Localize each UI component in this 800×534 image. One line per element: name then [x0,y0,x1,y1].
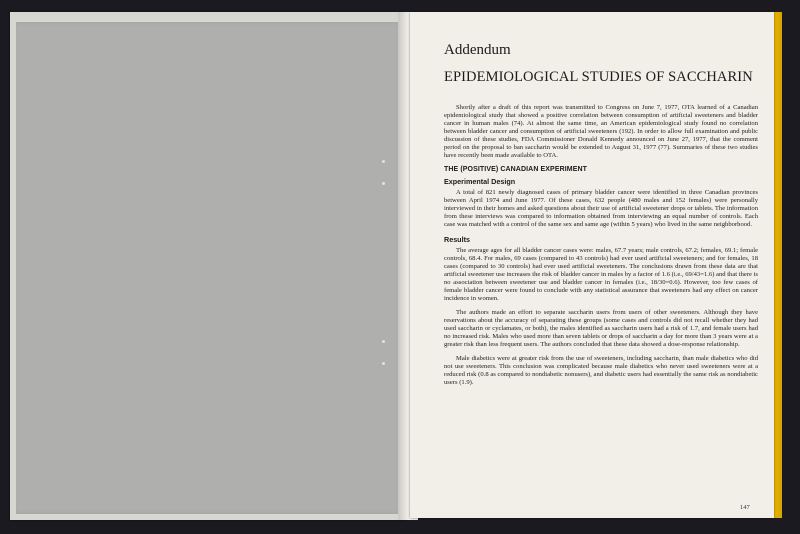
punch-hole [382,182,385,185]
punch-hole [382,362,385,365]
page-title: EPIDEMIOLOGICAL STUDIES OF SACCHARIN [444,69,753,85]
page-number: 147 [740,504,750,511]
results-paragraph-3: Male diabetics were at greater risk from the use of sweeteners, including saccharin, than male diabetics who did not use sweeteners. This conclusion was complicated because male diabetics who never used sweeteners were at a reduced risk (0.8 as compared to nondiabetic nonusers), and diabetic users had essentially the same risk as nondiabetic users (1.9). [444,355,758,386]
results-paragraph-1: The average ages for all bladder cancer cases were: males, 67.7 years; male controls, 67.2; females, 69.1; female controls, 68.4. For males, 69 cases (compared to 43 controls) had ever used artificial sweeteners; and for females, 18 cases (compared to 30 controls) had ever used artificial sweeteners. The conclusions drawn from these data are that artificial sweetener use increases the risk of bladder cancer in males by a factor of 1.6 (i.e., 69/43=1.6) and that there is no association between sweetener use and bladder cancer in females (i.e., 18/30=0.6). However, too few cases of female bladder cancer were found to conclude with any statistical assurance that sweeteners had any effect on cancer incidence in women. [444,247,758,302]
page-content [444,42,758,393]
punch-hole [382,340,385,343]
design-paragraph: A total of 821 newly diagnosed cases of primary bladder cancer were identified in three Canadian provinces between April 1974 and June 1977. Of these cases, 632 people (480 males and 152 females) were personally interviewed in their homes and asked questions about their use of artificial sweetener drops or tablets. The information from these interviews was compared to information obtained from interviewing an equal number of controls. Each case was matched with a control of the same sex and same age (within 5 years) who lived in the same neighborhood. [444,189,758,228]
left-blank-page [16,22,404,514]
results-paragraph-2: The authors made an effort to separate saccharin users from users of other sweeteners. Although they have reservations about the accuracy of separating these groups (some cases and controls did not recall whether they had used saccharin or cyclamates, or both), the males identified as saccharin users had a risk of 1.7, and female users had no increased risk. Males who used more than seven tablets or drops of saccharin a day for more than 3 years were at a greater risk than less frequent users. The authors concluded that these data showed a dose-response relationship. [444,309,758,348]
subheading-design: Experimental Design [444,177,516,186]
right-text-page [410,12,774,518]
punch-hole [382,160,385,163]
addendum-heading: Addendum [444,42,511,58]
intro-paragraph: Shortly after a draft of this report was transmitted to Congress on June 7, 1977, OTA learned of a Canadian epidemiological study that showed a positive correlation between consumption of artificial sweeteners and bladder cancer in human males (74). At almost the same time, an American epidemiological study found no correlation between bladder cancer and consumption of artificial sweeteners (192). In order to allow full examination and public discussion of these studies, FDA Commissioner Donald Kennedy announced on June 27, 1977, that the comment period on the proposal to ban saccharin would be extended to August 31, 1977 (77). Summaries of these two studies have recently been made available to OTA. [444,104,758,159]
section-heading: THE (POSITIVE) CANADIAN EXPERIMENT [444,166,588,173]
subheading-results: Results [444,235,470,244]
